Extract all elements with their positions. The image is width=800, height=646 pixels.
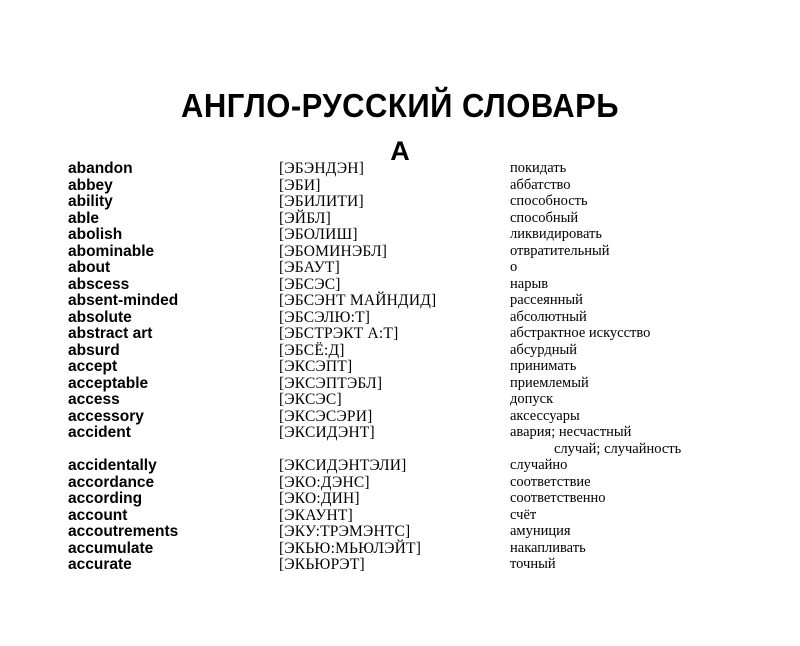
entry-translation xyxy=(510,325,800,342)
dictionary-entry xyxy=(0,325,800,342)
dictionary-entry xyxy=(0,193,800,210)
entry-transcription: [ЭКСИДЭНТЭЛИ] xyxy=(279,457,407,474)
entry-translation xyxy=(510,243,800,260)
entry-transcription: [ЭКУ:ТРЭМЭНТС] xyxy=(279,523,411,540)
entry-translation-line: ликвидировать xyxy=(510,226,602,242)
dictionary-entry xyxy=(0,523,800,540)
entry-word: accordance xyxy=(68,473,155,491)
dictionary-entry xyxy=(0,507,800,524)
entry-translation xyxy=(510,408,800,425)
entry-translation xyxy=(510,424,800,457)
dictionary-entry xyxy=(0,408,800,425)
entry-transcription: [ЭБОЛИШ] xyxy=(279,226,358,243)
entry-word: accessory xyxy=(68,407,144,425)
entry-translation xyxy=(510,490,800,507)
entry-translation xyxy=(510,391,800,408)
entry-translation xyxy=(510,474,800,491)
entry-word: absolute xyxy=(68,308,132,326)
dictionary-entry xyxy=(0,457,800,474)
entry-translation xyxy=(510,358,800,375)
entry-word: absurd xyxy=(68,341,120,359)
entry-word: abominable xyxy=(68,242,155,260)
entry-translation xyxy=(510,523,800,540)
entry-transcription: [ЭБИ] xyxy=(279,176,321,194)
entry-translation xyxy=(510,507,800,524)
entry-translation xyxy=(510,556,800,573)
entry-transcription: [ЭБСЁ:Д] xyxy=(279,341,345,359)
entry-translation-line: авария; несчастный xyxy=(510,424,632,440)
entry-transcription: [ЭБСЭС] xyxy=(279,275,341,293)
entry-translation xyxy=(510,259,800,276)
entry-word: absent-minded xyxy=(68,292,179,309)
entry-translation-line: абсурдный xyxy=(510,341,578,358)
entry-translation xyxy=(510,457,800,474)
entry-word: about xyxy=(68,259,111,276)
entry-transcription: [ЭБИЛИТИ] xyxy=(279,193,364,210)
entry-translation-line: накапливать xyxy=(510,539,586,556)
entry-word: access xyxy=(68,391,120,408)
dictionary-entry xyxy=(0,259,800,276)
entry-translation-line: точный xyxy=(510,556,556,572)
entry-transcription: [ЭКО:ДИН] xyxy=(279,490,360,507)
entry-word: accumulate xyxy=(68,539,154,557)
entry-translation-line: отвратительный xyxy=(510,242,610,259)
entry-translation-line: абстрактное искусство xyxy=(510,325,651,341)
dictionary-entry xyxy=(0,556,800,573)
entry-word: accurate xyxy=(68,556,132,573)
entry-translation xyxy=(510,177,800,194)
entry-word: abandon xyxy=(68,160,133,177)
entry-translation-line: абсолютный xyxy=(510,308,587,325)
entry-transcription: [ЭБСЭНТ МАЙНДИД] xyxy=(279,292,437,309)
entry-transcription: [ЭКСЭС] xyxy=(279,391,342,408)
entry-translation xyxy=(510,160,800,177)
entry-translation-line: рассеянный xyxy=(510,292,583,308)
entry-transcription: [ЭБЭНДЭН] xyxy=(279,160,365,177)
entry-transcription: [ЭКСЭПТЭБЛ] xyxy=(279,374,383,392)
dictionary-entry xyxy=(0,474,800,491)
dictionary-entry xyxy=(0,177,800,194)
entry-transcription: [ЭКСЭСЭРИ] xyxy=(279,407,373,425)
dictionary-entry xyxy=(0,243,800,260)
entry-word: abscess xyxy=(68,275,130,293)
dictionary-entry xyxy=(0,276,800,293)
entry-translation xyxy=(510,540,800,557)
dictionary-entry xyxy=(0,424,800,457)
entry-translation-line: способность xyxy=(510,193,588,209)
entry-word: abolish xyxy=(68,226,123,243)
entry-translation-line: о xyxy=(510,259,518,275)
entry-translation-line: приемлемый xyxy=(510,374,589,391)
entry-translation-line: покидать xyxy=(510,160,567,176)
entry-transcription: [ЭКЬЮРЭТ] xyxy=(279,556,365,573)
entry-word: account xyxy=(68,506,128,524)
entry-word: acceptable xyxy=(68,374,149,392)
dictionary-entry xyxy=(0,210,800,227)
entry-translation xyxy=(510,226,800,243)
entry-word: accidentally xyxy=(68,457,157,474)
entry-translation-line: аксессуары xyxy=(510,407,580,424)
entry-transcription: [ЭЙБЛ] xyxy=(279,209,331,227)
entry-translation-line: соответствие xyxy=(510,473,591,490)
dictionary-entry xyxy=(0,309,800,326)
dictionary-entry xyxy=(0,226,800,243)
entry-word: abstract art xyxy=(68,325,153,342)
entry-translation-line: амуниция xyxy=(510,523,571,539)
dictionary-entry xyxy=(0,358,800,375)
entry-translation xyxy=(510,193,800,210)
entry-translation-line: счёт xyxy=(510,506,537,523)
entry-translation xyxy=(510,210,800,227)
entry-transcription: [ЭКЬЮ:МЬЮЛЭЙТ] xyxy=(279,539,422,557)
entry-translation-line: допуск xyxy=(510,391,554,407)
entry-transcription: [ЭБАУТ] xyxy=(279,259,340,276)
entry-translation-line: способный xyxy=(510,209,579,226)
entry-transcription: [ЭБОМИНЭБЛ] xyxy=(279,242,388,260)
entry-word: able xyxy=(68,209,100,227)
dictionary-entries xyxy=(0,160,800,573)
dictionary-entry xyxy=(0,391,800,408)
entry-translation xyxy=(510,375,800,392)
entry-translation xyxy=(510,276,800,293)
entry-word: according xyxy=(68,490,143,507)
dictionary-entry xyxy=(0,292,800,309)
entry-translation xyxy=(510,309,800,326)
dictionary-entry xyxy=(0,490,800,507)
entry-transcription: [ЭКСИДЭНТ] xyxy=(279,424,375,441)
entry-translation-line: соответственно xyxy=(510,490,606,506)
entry-transcription: [ЭБСТРЭКТ А:Т] xyxy=(279,325,399,342)
entry-transcription: [ЭКСЭПТ] xyxy=(279,358,353,375)
entry-translation-continuation: случай; случайность xyxy=(554,440,682,457)
entry-translation xyxy=(510,292,800,309)
entry-translation-line: нарыв xyxy=(510,275,549,292)
entry-translation xyxy=(510,342,800,359)
entry-word: accept xyxy=(68,358,118,375)
entry-transcription: [ЭБСЭЛЮ:Т] xyxy=(279,308,371,326)
dictionary-entry xyxy=(0,540,800,557)
entry-translation-line: аббатство xyxy=(510,176,571,193)
dictionary-entry xyxy=(0,342,800,359)
entry-transcription: [ЭКО:ДЭНС] xyxy=(279,473,370,491)
dictionary-entry xyxy=(0,160,800,177)
entry-transcription: [ЭКАУНТ] xyxy=(279,506,353,524)
entry-translation-line: принимать xyxy=(510,358,577,374)
entry-word: accident xyxy=(68,424,131,441)
page-title: АНГЛО-РУССКИЙ СЛОВАРЬ xyxy=(180,87,620,124)
entry-translation-line: случайно xyxy=(510,457,568,473)
section-letter: А xyxy=(390,136,410,166)
entry-word: abbey xyxy=(68,176,113,194)
dictionary-entry xyxy=(0,375,800,392)
entry-word: ability xyxy=(68,193,113,210)
entry-word: accoutrements xyxy=(68,523,179,540)
